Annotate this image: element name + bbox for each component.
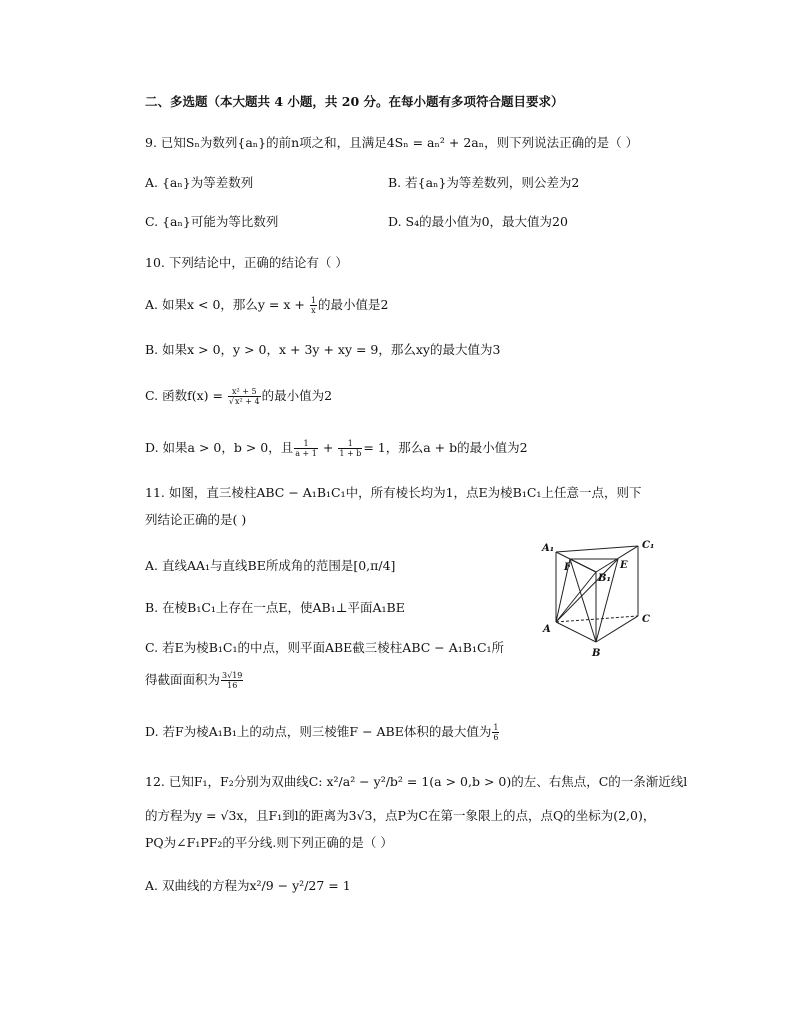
q10-a-prefix: A. 如果x < 0，那么y = x +	[145, 297, 309, 312]
q11-stem-line1: 11. 如图，直三棱柱ABC − A₁B₁C₁中，所有棱长均为1，点E为棱B₁C₁上任意一点，则下	[145, 485, 642, 500]
q10-option-c	[145, 386, 332, 406]
q11-option-b: B. 在棱B₁C₁上存在一点E，使AB₁⊥平面A₁BE	[145, 600, 405, 615]
q10-c-prefix: C. 函数f(x) =	[145, 388, 227, 403]
q11-d-fraction: $\frac{1}{6}$	[493, 723, 499, 742]
q9-option-c: C. {aₙ}可能为等比数列	[145, 214, 279, 229]
q11-c-prefix: 得截面面积为	[145, 672, 221, 687]
q12-stem-line1: 12. 已知F₁，F₂分别为双曲线C: x²/a² − y²/b² = 1(a > 0,b > 0)的左、右焦点，C的一条渐近线l	[145, 774, 688, 789]
q11-option-c-line2	[145, 670, 244, 690]
q10-option-a	[145, 295, 388, 315]
q11-option-c-line1: C. 若E为棱B₁C₁的中点，则平面ABE截三棱柱ABC − A₁B₁C₁所	[145, 640, 505, 655]
q9-option-b: B. 若{aₙ}为等差数列，则公差为2	[388, 175, 580, 190]
label-a: A	[543, 624, 551, 635]
q11-c-fraction: $\frac{3√19}{16}$	[222, 671, 243, 690]
q10-d-suffix: = 1，那么a + b的最小值为2	[363, 440, 528, 455]
prism-figure	[540, 538, 662, 662]
q9-option-d: D. S₄的最小值为0，最大值为20	[388, 214, 568, 229]
label-c1: C₁	[642, 540, 655, 551]
q11-stem-line2: 列结论正确的是( )	[145, 512, 247, 527]
q11-option-a: A. 直线AA₁与直线BE所成角的范围是[0,π/4]	[145, 558, 396, 573]
q10-c-suffix: 的最小值为2	[261, 388, 333, 403]
label-f: F	[564, 562, 572, 573]
q12-stem-line2: 的方程为y = √3x，且F₁到l的距离为3√3，点P为C在第一象限上的点，点Q的坐标为(2,0)，	[145, 808, 656, 823]
q10-a-suffix: 的最小值是2	[317, 297, 389, 312]
label-a1: A₁	[542, 543, 555, 554]
label-b: B	[592, 648, 601, 659]
label-b1: B₁	[598, 573, 611, 584]
q10-d-prefix: D. 如果a > 0，b > 0，且	[145, 440, 294, 455]
q10-option-b: B. 如果x > 0，y > 0，x + 3y + xy = 9，那么xy的最大值为3	[145, 342, 501, 357]
q9-stem: 9. 已知Sₙ为数列{aₙ}的前n项之和，且满足4Sₙ = aₙ² + 2aₙ，则下列说法正确的是（ ）	[145, 135, 639, 150]
q12-option-a: A. 双曲线的方程为x²/9 − y²/27 = 1	[145, 878, 351, 893]
q9-option-a: A. {aₙ}为等差数列	[145, 175, 254, 190]
q10-option-d: D. 如果a > 0，b > 0，且 $\frac{1}{a + 1}$ + $\frac{1}{1 + b}$ = 1，那么a + b的最小值为2	[145, 439, 528, 458]
q10-d-fraction-1: $\frac{1}{a + 1}$	[295, 439, 317, 458]
q12-stem-line3: PQ为∠F₁PF₂的平分线.则下列正确的是（ ）	[145, 835, 393, 850]
q11-option-d	[145, 722, 500, 742]
section-header: 二、多选题（本大题共 4 小题，共 20 分。在每小题有多项符合题目要求）	[145, 94, 564, 109]
q10-a-fraction: $\frac{1}{x}$	[310, 296, 316, 315]
label-e: E	[620, 560, 628, 571]
label-c: C	[642, 614, 650, 625]
q10-d-fraction-2: $\frac{1}{1 + b}$	[339, 439, 362, 458]
q10-c-fraction: $\frac{\text{x² + 5}}{\text{√x² + 4}}$	[228, 387, 260, 406]
q10-stem: 10. 下列结论中，正确的结论有（ ）	[145, 255, 348, 270]
q11-d-prefix: D. 若F为棱A₁B₁上的动点，则三棱锥F − ABE体积的最大值为	[145, 724, 492, 739]
